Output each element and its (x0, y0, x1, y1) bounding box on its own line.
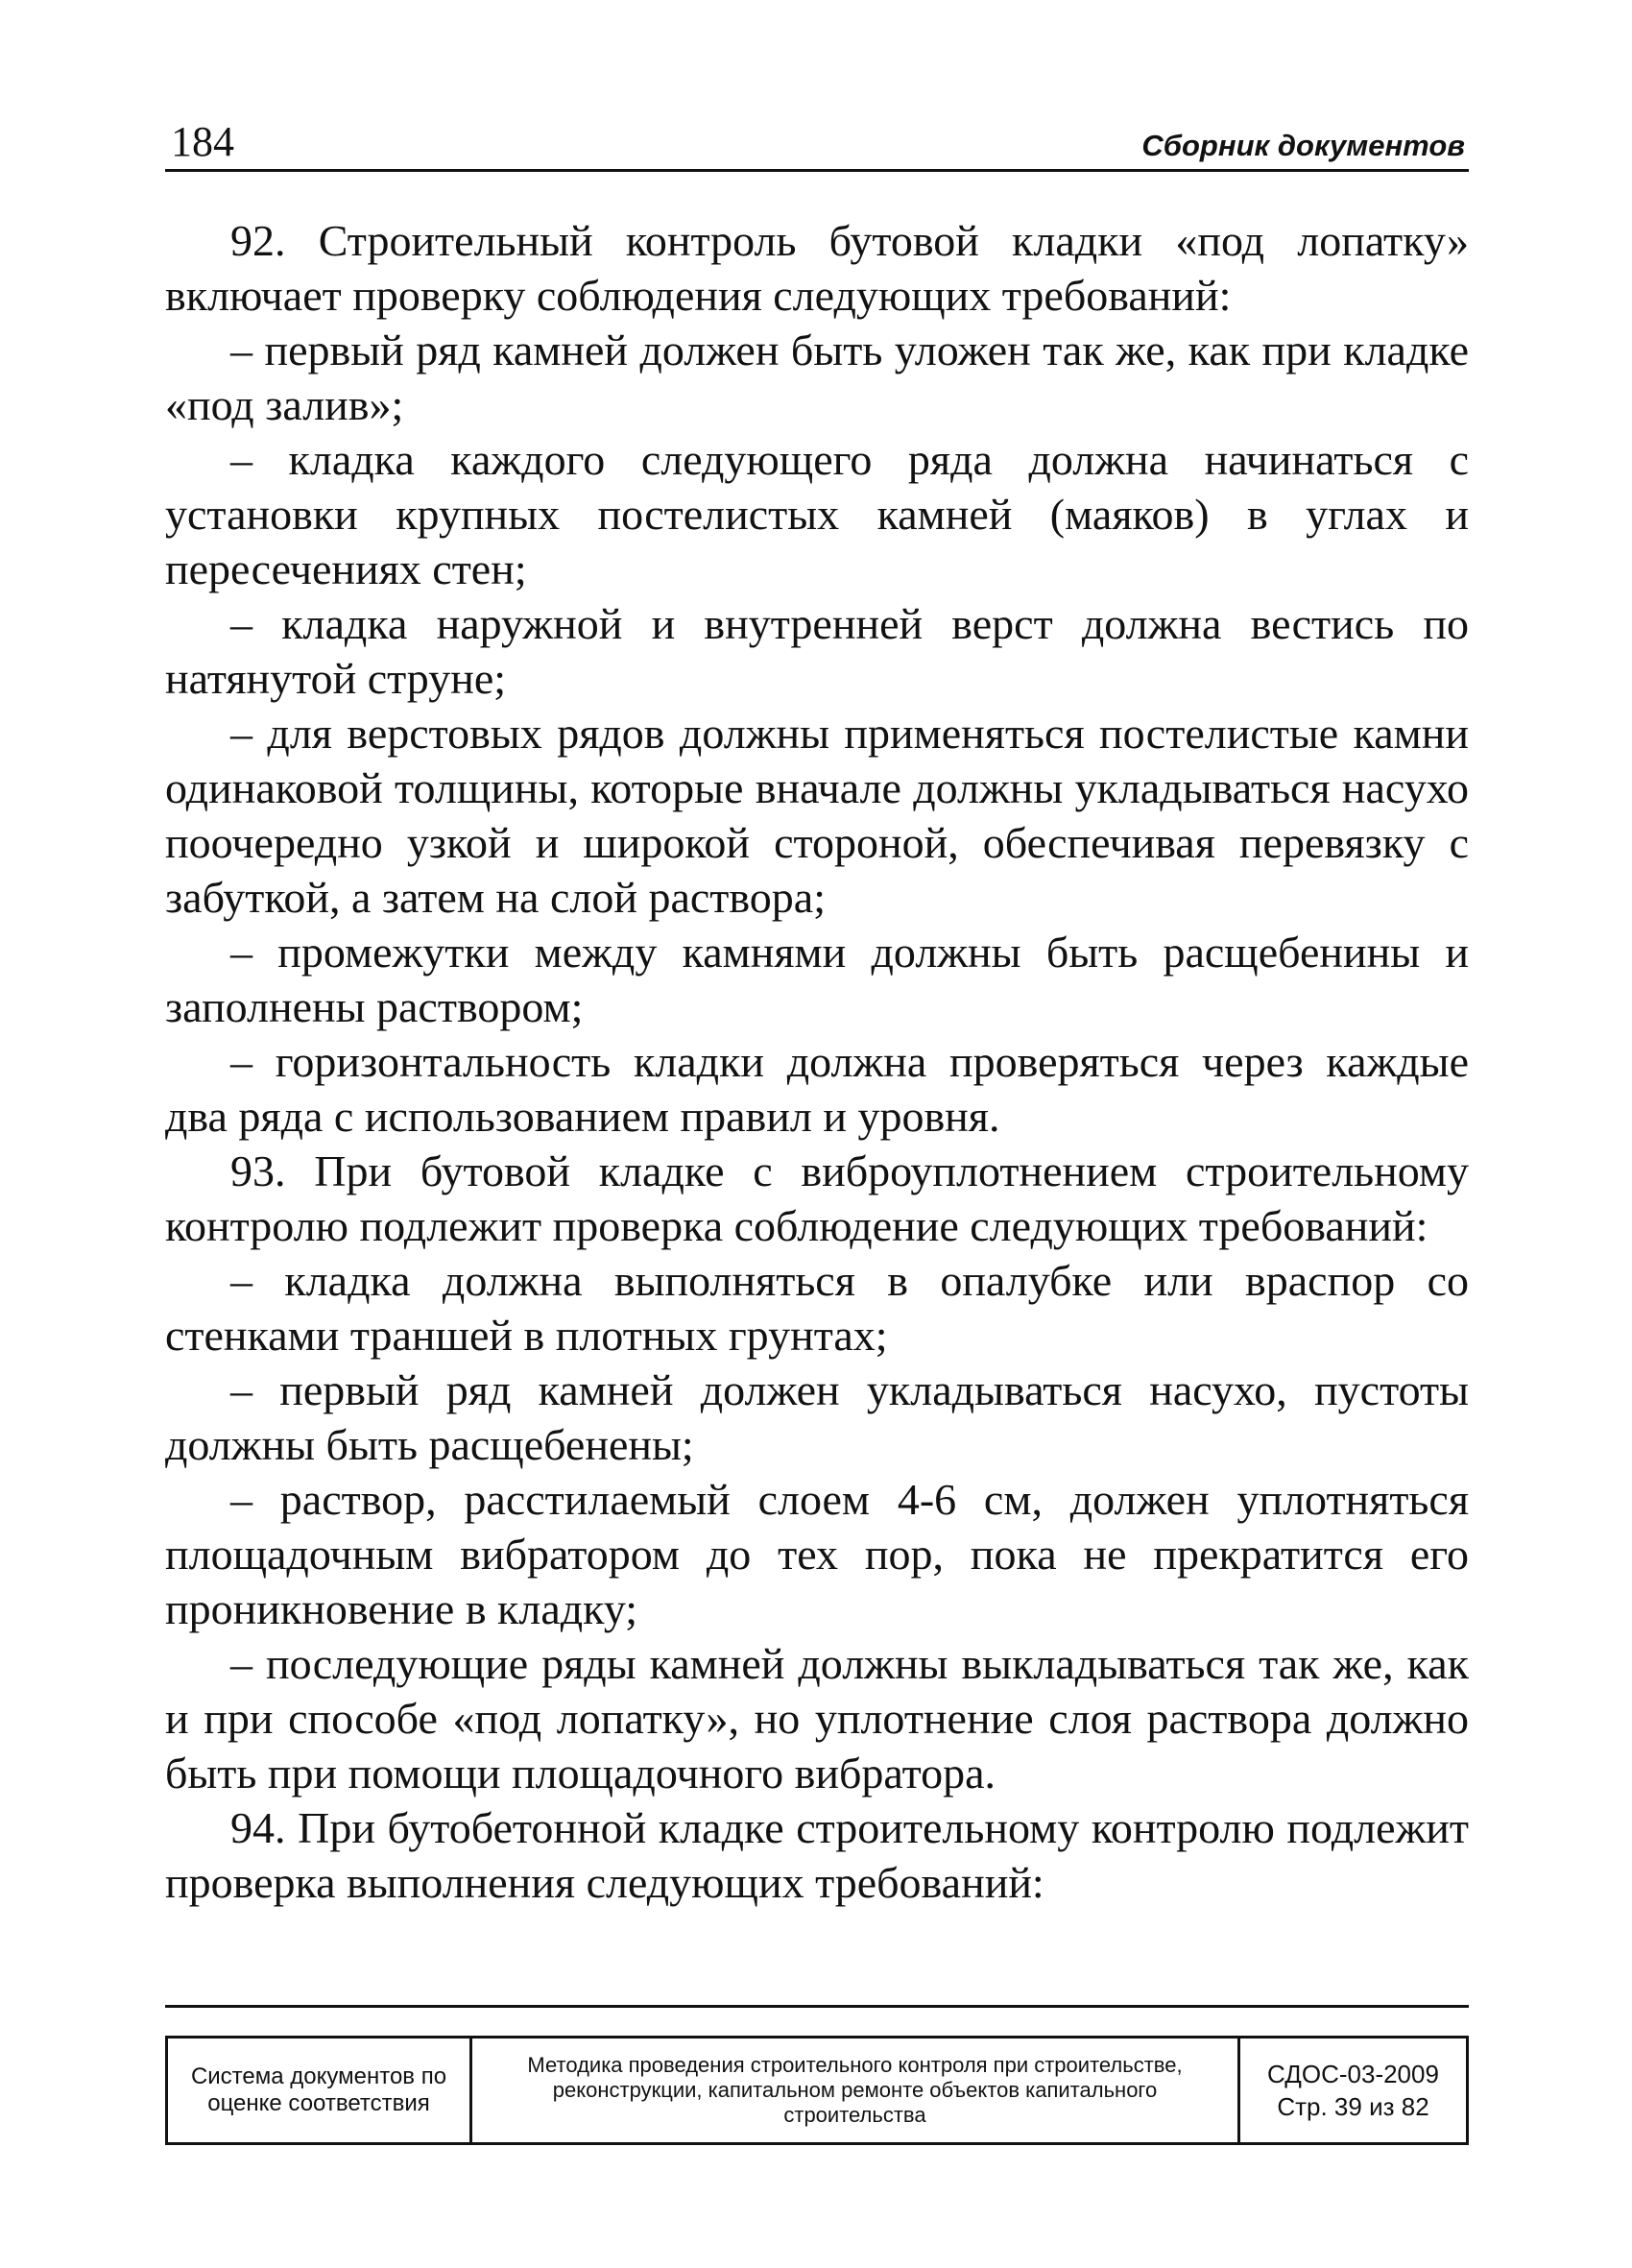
running-head: Сборник документов (1141, 129, 1465, 162)
paragraph-93: 93. При бутовой кладке с виброуплотнением строительному контролю подлежит проверка соблюдение следующих требований: (165, 1146, 1469, 1250)
list-item: – для верстовых рядов должны применяться постелистые камни одинаковой толщины, которые вначале должны укладываться насухо поочередно узкой и широкой стороной, обеспечивая перевязку с забуткой, а затем на слой раствора; (165, 709, 1469, 922)
paragraph-92: 92. Строительный контроль бутовой кладки «под лопатку» включает проверку соблюдения следующих требований: (165, 216, 1469, 320)
page-header (165, 113, 1469, 172)
list-item: – кладка должна выполняться в опалубке или враспор со стенками траншей в плотных грунтах; (165, 1256, 1469, 1360)
list-item: – промежутки между камнями должны быть расщебенины и заполнены раствором; (165, 928, 1469, 1031)
page-number: 184 (171, 118, 234, 165)
footer-system-title: Система документов по оценке соответствия (190, 2063, 447, 2116)
footer-divider (165, 2005, 1469, 2008)
footer-system-cell (168, 2039, 469, 2142)
footer-method-title: Методика проведения строительного контроля при строительстве, реконструкции, капитальном ремонте объектов капитального строительства (527, 2053, 1183, 2127)
list-item: – последующие ряды камней должны выкладываться так же, как и при способе «под лопатку», но уплотнение слоя раствора должно быть при помощи площадочного вибратора. (165, 1639, 1469, 1798)
footer-doc-code: СДОС-03-2009 (1267, 2060, 1439, 2088)
list-item: – первый ряд камней должен быть уложен так же, как при кладке «под залив»; (165, 326, 1469, 429)
list-item: – раствор, расстилаемый слоем 4-6 см, должен уплотняться площадочным вибратором до тех пор, пока не прекратится его проникновение в кладку; (165, 1475, 1469, 1633)
list-item: – первый ряд камней должен укладываться насухо, пустоты должны быть расщебенены; (165, 1365, 1469, 1469)
paragraph-94: 94. При бутобетонной кладке строительному контролю подлежит проверка выполнения следующих требований: (165, 1803, 1469, 1907)
footer-method-cell (469, 2039, 1237, 2142)
list-item: – кладка каждого следующего ряда должна начинаться с установки крупных постелистых камней (маяков) в углах и пересечениях стен; (165, 435, 1469, 593)
list-item: – горизонтальность кладки должна проверяться через каждые два ряда с использованием правил и уровня. (165, 1037, 1469, 1141)
footer-page-info: Стр. 39 из 82 (1277, 2092, 1429, 2121)
list-item: – кладка наружной и внутренней верст должна вестись по натянутой струне; (165, 599, 1469, 703)
footer-code-cell (1237, 2039, 1466, 2142)
body-text (165, 213, 1469, 1910)
footer-table (165, 2036, 1469, 2145)
